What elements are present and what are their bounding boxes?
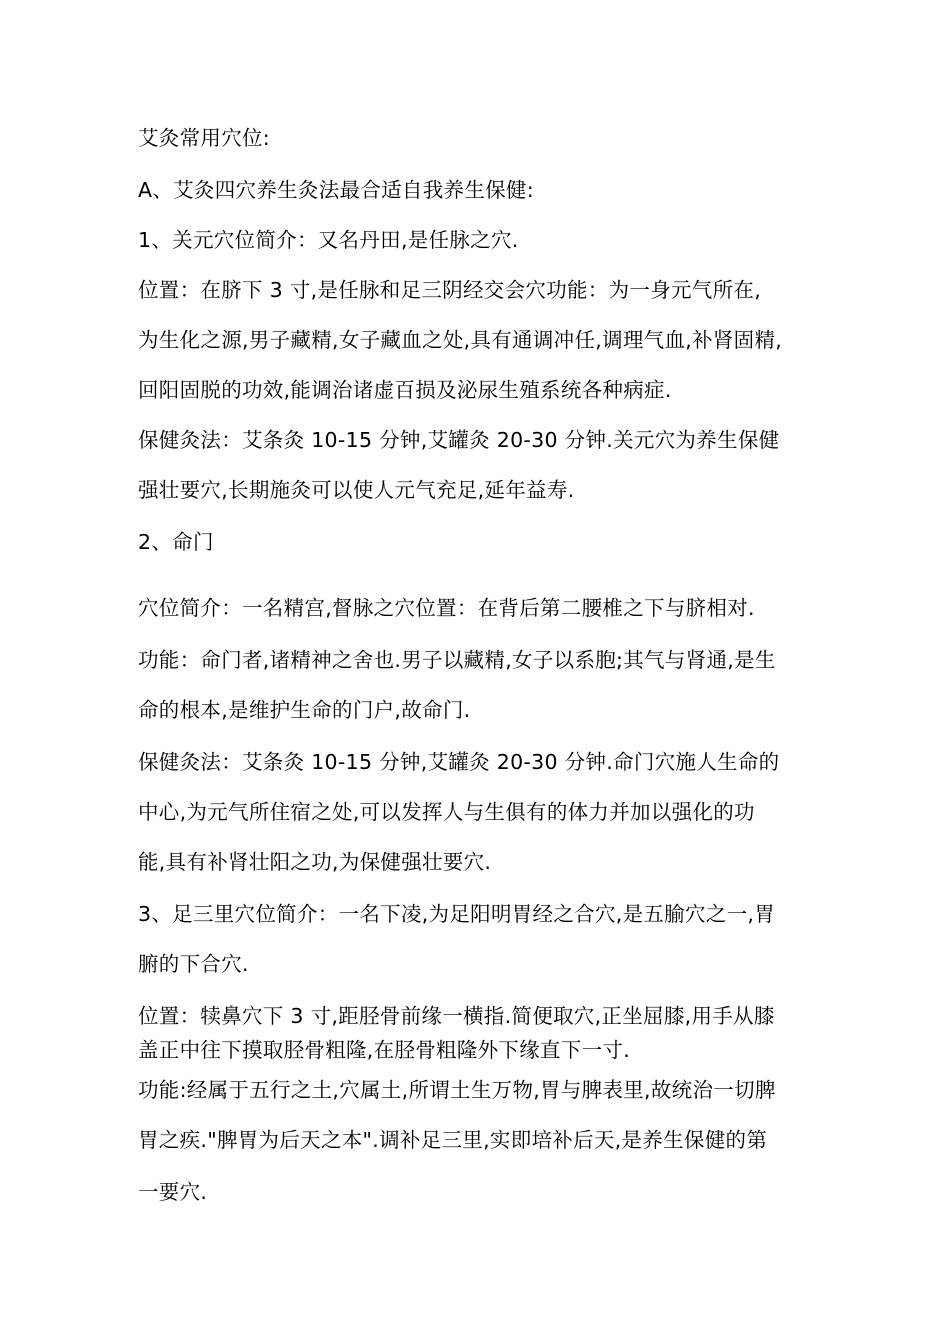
mingmen-heading: 2、命门 <box>138 530 214 554</box>
mingmen-moxibustion-line-3: 能,具有补肾壮阳之功,为保健强壮要穴. <box>138 850 492 874</box>
guanyuan-moxibustion-line-2: 强壮要穴,长期施灸可以使人元气充足,延年益寿. <box>138 478 575 502</box>
guanyuan-position-line-3: 回阳固脱的功效,能调治诸虚百损及泌尿生殖系统各种病症. <box>138 378 672 402</box>
guanyuan-moxibustion-line-1: 保健灸法：艾条灸 10-15 分钟,艾罐灸 20-30 分钟.关元穴为养生保健 <box>138 428 780 452</box>
guanyuan-position-line-2: 为生化之源,男子藏精,女子藏血之处,具有通调冲任,调理气血,补肾固精, <box>138 328 783 352</box>
zusanli-function-line-3: 一要穴. <box>138 1180 208 1204</box>
zusanli-heading-line-2: 腑的下合穴. <box>138 952 249 976</box>
mingmen-function-line-1: 功能：命门者,诸精神之舍也.男子以藏精,女子以系胞;其气与肾通,是生 <box>138 648 776 672</box>
mingmen-function-line-2: 命的根本,是维护生命的门户,故命门. <box>138 698 471 722</box>
guanyuan-heading: 1、关元穴位简介：又名丹田,是任脉之穴. <box>138 228 519 252</box>
zusanli-function-line-1: 功能:经属于五行之土,穴属土,所谓土生万物,胃与脾表里,故统治一切脾 <box>138 1078 776 1102</box>
mingmen-moxibustion-line-2: 中心,为元气所住宿之处,可以发挥人与生俱有的体力并加以强化的功 <box>138 800 755 824</box>
zusanli-heading-line-1: 3、足三里穴位简介：一名下凌,为足阳明胃经之合穴,是五腧穴之一,胃 <box>138 902 775 926</box>
zusanli-function-line-2: 胃之疾."脾胃为后天之本".调补足三里,实即培补后天,是养生保健的第 <box>138 1128 768 1152</box>
section-heading-a: A、艾灸四穴养生灸法最合适自我养生保健: <box>138 178 534 202</box>
mingmen-moxibustion-line-1: 保健灸法：艾条灸 10-15 分钟,艾罐灸 20-30 分钟.命门穴施人生命的 <box>138 750 780 774</box>
zusanli-position-line-1: 位置：犊鼻穴下 3 寸,距胫骨前缘一横指.简便取穴,正坐屈膝,用手从膝 <box>138 1004 775 1028</box>
zusanli-position-line-2: 盖正中往下摸取胫骨粗隆,在胫骨粗隆外下缘直下一寸. <box>138 1038 631 1062</box>
mingmen-intro: 穴位简介：一名精宫,督脉之穴位置：在背后第二腰椎之下与脐相对. <box>138 596 755 620</box>
document-title: 艾灸常用穴位: <box>138 126 271 150</box>
guanyuan-position-line-1: 位置：在脐下 3 寸,是任脉和足三阴经交会穴功能：为一身元气所在, <box>138 278 762 302</box>
